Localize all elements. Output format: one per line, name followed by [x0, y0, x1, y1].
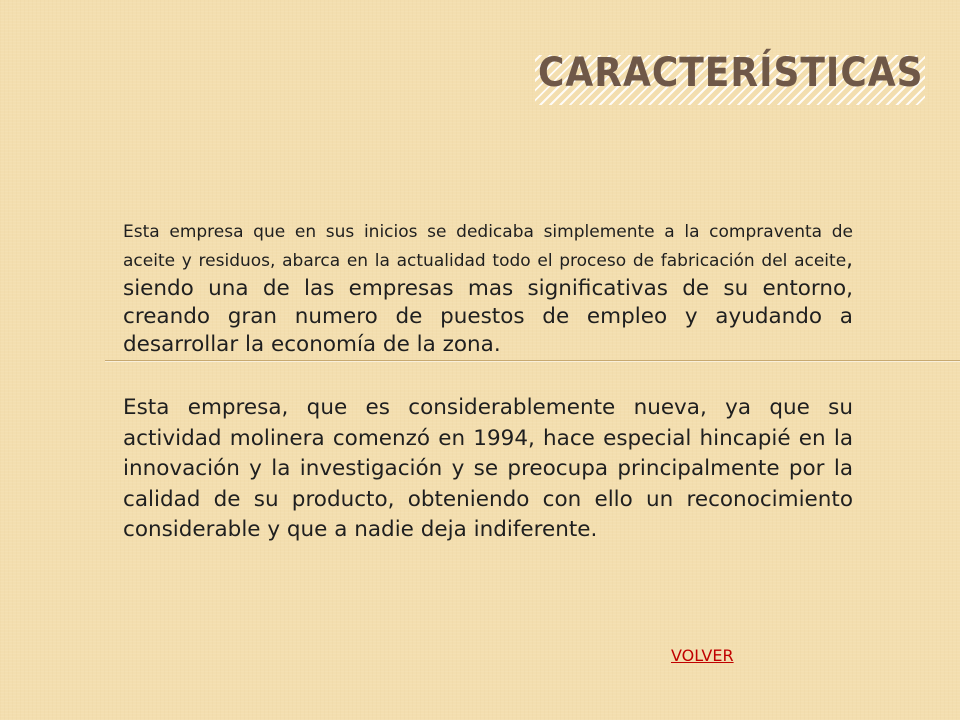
- paragraph-innovation: Esta empresa, que es considerablemente nueva, ya que su actividad molinera comenzó en 1994, hace especial hincapié en la innovación y la investigación y se preocupa principalmente por la calidad de su producto, obteniendo con ello un reconocimiento considerable y que a nadie deja indiferente.: [123, 395, 853, 542]
- back-link[interactable]: VOLVER: [671, 646, 734, 665]
- slide-title: CARACTERÍSTICAS: [538, 50, 924, 96]
- paragraph-history: [123, 218, 853, 359]
- slide-body: [123, 218, 853, 546]
- paragraph-history-continuation: , siendo una de las empresas mas significativas de su entorno, creando gran numero de puestos de empleo y ayudando a desarrollar la economía de la zona.: [123, 247, 853, 357]
- paragraph-history-intro: Esta empresa que en sus inicios se dedicaba simplemente a la compraventa de aceite y residuos, abarca en la actualidad todo el proceso de fabricación del aceite: [123, 222, 853, 271]
